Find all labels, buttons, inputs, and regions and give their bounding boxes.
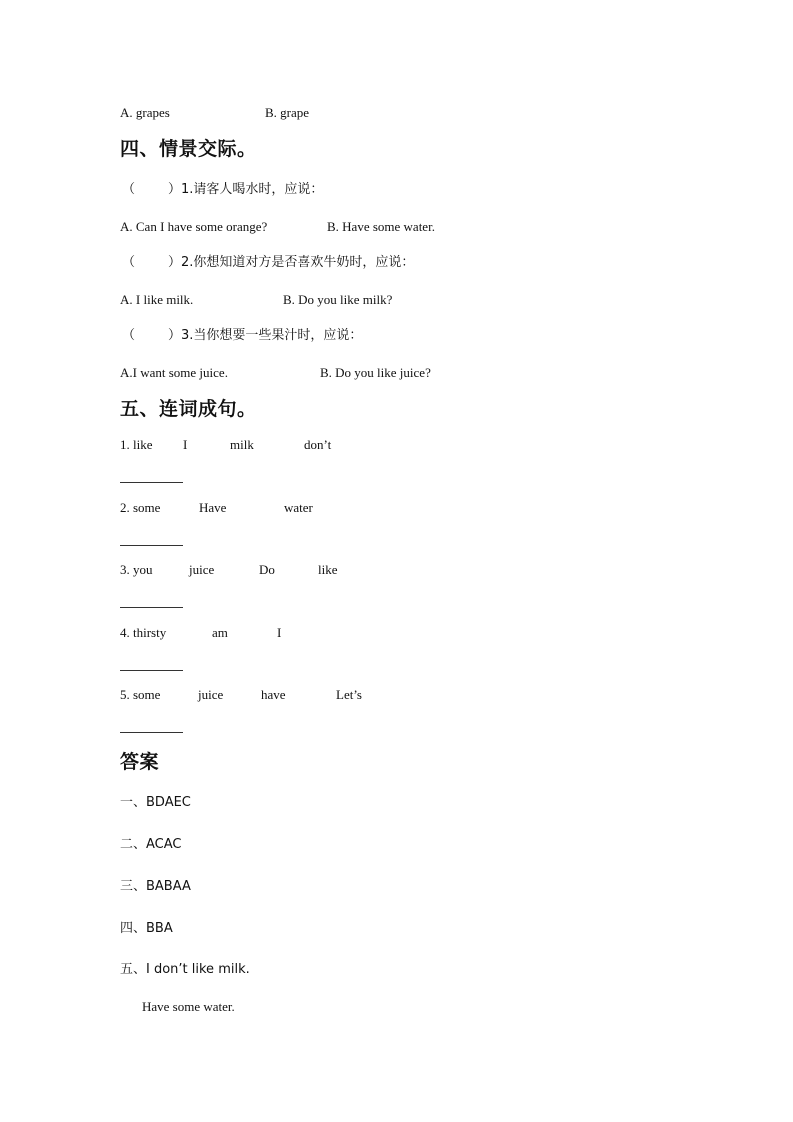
word-item: Have — [199, 500, 227, 515]
question-prompt: ）3.当你想要一些果汁时，应说： — [168, 328, 363, 343]
answer-line: Have some water. — [142, 999, 235, 1014]
word-item: Let’s — [336, 687, 362, 702]
word-item: milk — [230, 437, 254, 452]
question-prompt: ）1.请客人喝水时，应说： — [168, 182, 324, 197]
word-item: have — [261, 687, 286, 702]
word-item: am — [212, 625, 228, 640]
word-item: water — [284, 500, 313, 515]
option-b: B. Do you like juice? — [320, 365, 431, 380]
word-item: 5. some — [120, 687, 161, 702]
answer-line: 五、I don’t like milk. — [120, 962, 250, 977]
answer-blank[interactable] — [120, 670, 183, 671]
option-a: A. Can I have some orange? — [120, 219, 268, 234]
word-item: like — [318, 562, 338, 577]
option-b: B. Have some water. — [327, 219, 435, 234]
answer-blank[interactable] — [120, 607, 183, 608]
answer-paren: （ — [122, 328, 136, 343]
answer-line: 二、ACAC — [120, 837, 182, 852]
option-a: A. grapes — [120, 105, 170, 120]
section-5-title: 五、连词成句。 — [120, 398, 257, 420]
answer-blank[interactable] — [120, 545, 183, 546]
word-item: juice — [198, 687, 224, 702]
word-item: 2. some — [120, 500, 161, 515]
option-a: A.I want some juice. — [120, 365, 228, 380]
answer-paren: （ — [122, 255, 136, 270]
option-b: B. Do you like milk? — [283, 292, 393, 307]
answer-paren: （ — [122, 182, 136, 197]
word-item: Do — [259, 562, 275, 577]
word-item: 1. like — [120, 437, 153, 452]
answers-title: 答案 — [120, 751, 160, 773]
answer-line: 四、BBA — [120, 921, 173, 936]
word-item: don’t — [304, 437, 332, 452]
answer-line: 三、BABAA — [120, 879, 191, 894]
option-a: A. I like milk. — [120, 292, 194, 307]
option-b: B. grape — [265, 105, 310, 120]
word-item: 3. you — [120, 562, 153, 577]
word-item: I — [277, 625, 282, 640]
section-4-title: 四、情景交际。 — [120, 138, 257, 160]
question-prompt: ）2.你想知道对方是否喜欢牛奶时，应说： — [168, 255, 415, 270]
word-item: juice — [189, 562, 215, 577]
word-item: 4. thirsty — [120, 625, 167, 640]
answer-line: 一、BDAEC — [120, 795, 191, 810]
answer-blank[interactable] — [120, 732, 183, 733]
word-item: I — [183, 437, 188, 452]
answer-blank[interactable] — [120, 482, 183, 483]
